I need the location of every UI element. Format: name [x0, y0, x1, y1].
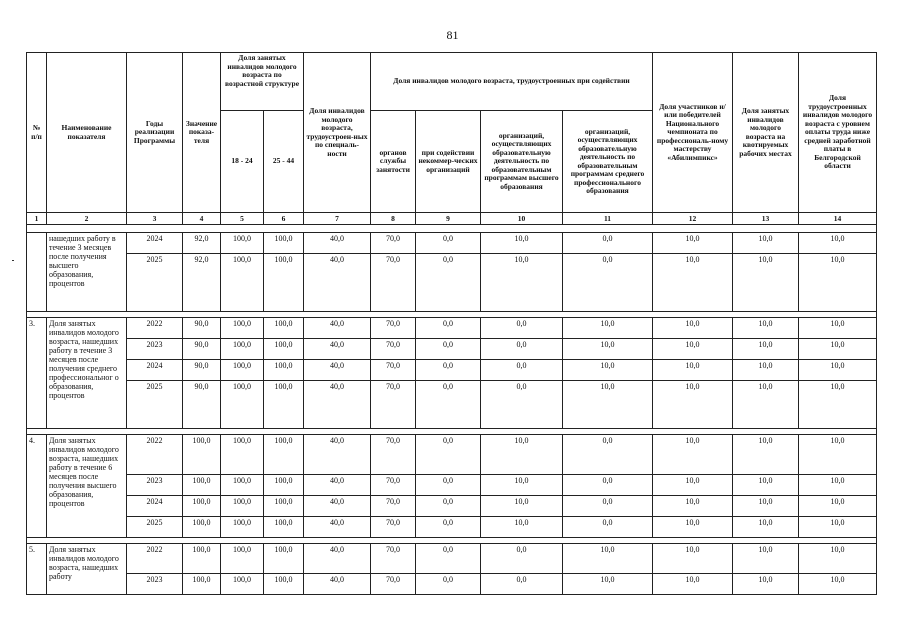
- value-cell: 10,0: [733, 381, 799, 429]
- col-number: 14: [799, 213, 877, 225]
- col-number: 8: [371, 213, 416, 225]
- value-cell: 0,0: [416, 517, 481, 538]
- value-cell: 10,0: [481, 517, 563, 538]
- value-cell: 0,0: [481, 574, 563, 595]
- value-cell: 0,0: [416, 318, 481, 339]
- value-cell: 100,0: [221, 381, 264, 429]
- col-number: 5: [221, 213, 264, 225]
- col-number: 10: [481, 213, 563, 225]
- col-number: 2: [47, 213, 127, 225]
- value-cell: 100,0: [264, 574, 304, 595]
- value-cell: 40,0: [304, 339, 371, 360]
- value-cell: 10,0: [733, 318, 799, 339]
- col-number: 12: [653, 213, 733, 225]
- value-cell: 100,0: [221, 475, 264, 496]
- value-cell: 10,0: [733, 574, 799, 595]
- value-cell: 100,0: [264, 318, 304, 339]
- header-value: Значение показа-теля: [183, 53, 221, 213]
- page-number: 81: [446, 28, 459, 42]
- col-number: 1: [27, 213, 47, 225]
- table-row: [27, 318, 877, 339]
- value-cell: 100,0: [264, 435, 304, 475]
- value-cell: 40,0: [304, 381, 371, 429]
- value-cell: 0,0: [416, 496, 481, 517]
- year-cell: 2022: [127, 544, 183, 574]
- value-cell: 70,0: [371, 339, 416, 360]
- value-cell: 10,0: [653, 254, 733, 312]
- value-cell: 10,0: [653, 381, 733, 429]
- value-cell: 70,0: [371, 318, 416, 339]
- value-cell: 0,0: [563, 435, 653, 475]
- value-cell: 10,0: [481, 435, 563, 475]
- value-cell: 100,0: [264, 360, 304, 381]
- table-row: [27, 381, 877, 429]
- header-age-18-24: 18 - 24: [221, 111, 264, 213]
- value-cell: 100,0: [264, 233, 304, 254]
- value-cell: 0,0: [563, 475, 653, 496]
- header-employment-service: органов службы занятости: [371, 111, 416, 213]
- header-employed-with-assistance: Доля инвалидов молодого возраста, трудоустроенных при содействии: [371, 53, 653, 111]
- value-cell: 10,0: [653, 318, 733, 339]
- value-cell: 10,0: [799, 517, 877, 538]
- value-cell: 40,0: [304, 574, 371, 595]
- value-cell: 100,0: [221, 517, 264, 538]
- header-age-structure: Доля занятых инвалидов молодого возраста по возрастной структуре: [221, 53, 304, 111]
- value-cell: 70,0: [371, 574, 416, 595]
- value-cell: 10,0: [653, 233, 733, 254]
- value-cell: 10,0: [733, 435, 799, 475]
- value-cell: 70,0: [371, 544, 416, 574]
- value-cell: 100,0: [221, 318, 264, 339]
- value-cell: 40,0: [304, 544, 371, 574]
- value-cell: 10,0: [481, 233, 563, 254]
- header-name: Наименование показателя: [47, 53, 127, 213]
- col-number: 9: [416, 213, 481, 225]
- value-cell: 70,0: [371, 381, 416, 429]
- value-cell: 10,0: [799, 496, 877, 517]
- value-cell: 100,0: [264, 339, 304, 360]
- indicators-table: [26, 52, 877, 595]
- table-row: [27, 339, 877, 360]
- value-cell: 0,0: [416, 381, 481, 429]
- indicator-name: Доля занятых инвалидов молодого возраста, нашедших работу: [47, 544, 127, 595]
- value-cell: 10,0: [481, 496, 563, 517]
- value-cell: 100,0: [221, 435, 264, 475]
- table-row: [27, 496, 877, 517]
- table-row: [27, 254, 877, 312]
- value-cell: 90,0: [183, 339, 221, 360]
- header-vocational-orgs: организаций, осуществляющих образовательную деятельность по образовательным программам среднего профессионального образования: [563, 111, 653, 213]
- value-cell: 0,0: [416, 233, 481, 254]
- value-cell: 40,0: [304, 360, 371, 381]
- col-number: 11: [563, 213, 653, 225]
- table-body: [27, 233, 877, 595]
- table-row: [27, 360, 877, 381]
- header-num: № п/п: [27, 53, 47, 213]
- value-cell: 10,0: [563, 381, 653, 429]
- col-number: 6: [264, 213, 304, 225]
- value-cell: 40,0: [304, 318, 371, 339]
- year-cell: 2023: [127, 339, 183, 360]
- value-cell: 0,0: [416, 360, 481, 381]
- value-cell: 70,0: [371, 254, 416, 312]
- value-cell: 10,0: [653, 544, 733, 574]
- table-row: [27, 435, 877, 475]
- value-cell: 100,0: [264, 254, 304, 312]
- indicator-name: Доля занятых инвалидов молодого возраста, нашедших работу в течение 3 месяцев после получения среднего профессиональног о образования, процентов: [47, 318, 127, 429]
- year-cell: 2022: [127, 435, 183, 475]
- value-cell: 10,0: [653, 360, 733, 381]
- year-cell: 2022: [127, 318, 183, 339]
- year-cell: 2025: [127, 254, 183, 312]
- value-cell: 100,0: [264, 381, 304, 429]
- value-cell: 10,0: [563, 544, 653, 574]
- value-cell: 10,0: [733, 475, 799, 496]
- value-cell: 10,0: [799, 339, 877, 360]
- header-quota-jobs: Доля занятых инвалидов молодого возраста на квотируемых рабочих местах: [733, 53, 799, 213]
- value-cell: 10,0: [733, 517, 799, 538]
- value-cell: 10,0: [653, 435, 733, 475]
- value-cell: 10,0: [799, 435, 877, 475]
- value-cell: 100,0: [221, 544, 264, 574]
- value-cell: 100,0: [221, 339, 264, 360]
- value-cell: 90,0: [183, 318, 221, 339]
- header-nonprofit: при содействии некоммер-ческих организаций: [416, 111, 481, 213]
- value-cell: 0,0: [416, 254, 481, 312]
- value-cell: 92,0: [183, 233, 221, 254]
- value-cell: 70,0: [371, 233, 416, 254]
- value-cell: 70,0: [371, 496, 416, 517]
- value-cell: 0,0: [481, 339, 563, 360]
- header-abilympics: Доля участников и/или победителей Национального чемпионата по профессиональ-ному мастерству «Абилимпикс»: [653, 53, 733, 213]
- value-cell: 10,0: [733, 254, 799, 312]
- value-cell: 10,0: [733, 339, 799, 360]
- value-cell: 100,0: [183, 475, 221, 496]
- value-cell: 100,0: [264, 475, 304, 496]
- table-row: [27, 544, 877, 574]
- row-number: 5.: [27, 544, 47, 595]
- table-row: [27, 233, 877, 254]
- value-cell: 100,0: [183, 496, 221, 517]
- value-cell: 0,0: [481, 360, 563, 381]
- value-cell: 0,0: [416, 475, 481, 496]
- row-number: 3.: [27, 318, 47, 429]
- year-cell: 2025: [127, 517, 183, 538]
- value-cell: 0,0: [416, 435, 481, 475]
- value-cell: 0,0: [563, 254, 653, 312]
- col-number: 3: [127, 213, 183, 225]
- value-cell: 90,0: [183, 360, 221, 381]
- value-cell: 10,0: [733, 496, 799, 517]
- value-cell: 0,0: [481, 381, 563, 429]
- value-cell: 40,0: [304, 475, 371, 496]
- value-cell: 40,0: [304, 254, 371, 312]
- col-number: 7: [304, 213, 371, 225]
- year-cell: 2024: [127, 233, 183, 254]
- header-years: Годы реализации Программы: [127, 53, 183, 213]
- value-cell: 70,0: [371, 517, 416, 538]
- value-cell: 40,0: [304, 496, 371, 517]
- value-cell: 100,0: [183, 435, 221, 475]
- value-cell: 10,0: [563, 574, 653, 595]
- table-row: [27, 574, 877, 595]
- value-cell: 10,0: [563, 318, 653, 339]
- column-numbers-row: [27, 213, 877, 225]
- value-cell: 0,0: [563, 496, 653, 517]
- value-cell: 10,0: [563, 360, 653, 381]
- value-cell: 40,0: [304, 517, 371, 538]
- table-row: [27, 517, 877, 538]
- row-number: 4.: [27, 435, 47, 538]
- value-cell: 100,0: [264, 496, 304, 517]
- year-cell: 2025: [127, 381, 183, 429]
- value-cell: 0,0: [563, 517, 653, 538]
- value-cell: 100,0: [221, 496, 264, 517]
- value-cell: 100,0: [221, 254, 264, 312]
- value-cell: 70,0: [371, 360, 416, 381]
- value-cell: 10,0: [733, 233, 799, 254]
- value-cell: 10,0: [799, 318, 877, 339]
- value-cell: 10,0: [799, 254, 877, 312]
- table-row: [27, 475, 877, 496]
- value-cell: 10,0: [799, 381, 877, 429]
- year-cell: 2023: [127, 475, 183, 496]
- col-number: 4: [183, 213, 221, 225]
- value-cell: 10,0: [799, 574, 877, 595]
- header-by-specialty: Доля инвалидов молодого возраста, трудоустроен-ных по специаль-ности: [304, 53, 371, 213]
- value-cell: 100,0: [183, 517, 221, 538]
- value-cell: 10,0: [653, 496, 733, 517]
- value-cell: 10,0: [653, 339, 733, 360]
- value-cell: 10,0: [563, 339, 653, 360]
- value-cell: 10,0: [799, 475, 877, 496]
- value-cell: 70,0: [371, 435, 416, 475]
- value-cell: 100,0: [183, 574, 221, 595]
- value-cell: 0,0: [416, 339, 481, 360]
- value-cell: 0,0: [481, 318, 563, 339]
- value-cell: 70,0: [371, 475, 416, 496]
- value-cell: 90,0: [183, 381, 221, 429]
- value-cell: 40,0: [304, 435, 371, 475]
- value-cell: 40,0: [304, 233, 371, 254]
- value-cell: 10,0: [799, 544, 877, 574]
- value-cell: 100,0: [264, 544, 304, 574]
- year-cell: 2024: [127, 360, 183, 381]
- row-number: [27, 233, 47, 312]
- value-cell: 100,0: [264, 517, 304, 538]
- value-cell: 100,0: [183, 544, 221, 574]
- value-cell: 0,0: [481, 544, 563, 574]
- value-cell: 10,0: [799, 233, 877, 254]
- value-cell: 10,0: [799, 360, 877, 381]
- year-cell: 2023: [127, 574, 183, 595]
- value-cell: 10,0: [653, 574, 733, 595]
- col-number: 13: [733, 213, 799, 225]
- value-cell: 10,0: [733, 544, 799, 574]
- value-cell: 0,0: [563, 233, 653, 254]
- indicator-name: нашедших работу в течение 3 месяцев после получения высшего образования, процентов: [47, 233, 127, 312]
- value-cell: 10,0: [481, 254, 563, 312]
- year-cell: 2024: [127, 496, 183, 517]
- value-cell: 92,0: [183, 254, 221, 312]
- indicator-name: Доля занятых инвалидов молодого возраста, нашедших работу в течение 6 месяцев после получения высшего образования, процентов: [47, 435, 127, 538]
- value-cell: 10,0: [653, 517, 733, 538]
- value-cell: 100,0: [221, 574, 264, 595]
- value-cell: 10,0: [733, 360, 799, 381]
- value-cell: 100,0: [221, 360, 264, 381]
- value-cell: 0,0: [416, 544, 481, 574]
- value-cell: 10,0: [481, 475, 563, 496]
- value-cell: 0,0: [416, 574, 481, 595]
- value-cell: 10,0: [653, 475, 733, 496]
- header-higher-education-orgs: организаций, осуществляющих образовательную деятельность по образовательным программам высшего образования: [481, 111, 563, 213]
- header-age-25-44: 25 - 44: [264, 111, 304, 213]
- header-low-wage: Доля трудоустроенных инвалидов молодого возраста с уровнем оплаты труда ниже средней заработной платы в Белгородской области: [799, 53, 877, 213]
- value-cell: 100,0: [221, 233, 264, 254]
- margin-mark: [12, 260, 14, 261]
